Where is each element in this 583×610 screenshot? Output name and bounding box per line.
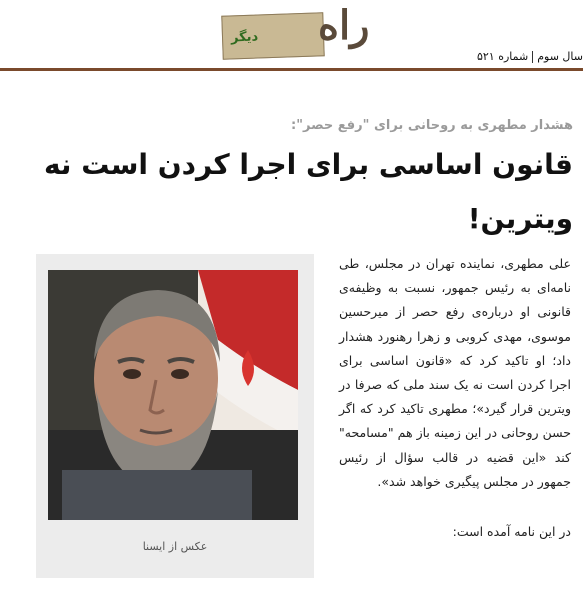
photo-box	[36, 254, 314, 578]
portrait-illustration	[48, 270, 298, 520]
portrait-photo	[48, 270, 298, 520]
masthead-rule	[0, 68, 583, 71]
article-headline: قانون اساسی برای اجرا کردن است نه ویترین!	[43, 148, 573, 235]
article-paragraph: علی مطهری، نماینده تهران در مجلس، طی نامه‌ای به رئیس جمهور، نسبت به وظیفه‌ی قانونی او درباره‌ی رفع حصر از میرحسین موسوی، مهدی کروبی و زهرا رهنورد هشدار داد؛ او تاکید کرد که «قانون اساسی برای اجرا کردن است نه یک سند ملی که صرفا در ویترین قرار گیرد»؛ مطهری تاکید کرد که اگر حسن روحانی در این زمینه باز هم "مسامحه" کند «این قضیه در قالب سؤال از رئیس جمهور در مجلس پیگیری خواهد شد».	[339, 256, 571, 489]
logo-small-text: دیگر	[230, 29, 259, 46]
article-paragraph-continued: در این نامه آمده است:	[452, 524, 571, 540]
site-logo[interactable]	[222, 2, 370, 60]
article-body	[339, 252, 571, 544]
issue-year: سال سوم	[537, 50, 583, 63]
masthead	[0, 0, 583, 70]
issue-number: شماره ۵۲۱	[476, 50, 529, 63]
article-kicker: هشدار مطهری به روحانی برای "رفع حصر":	[291, 118, 573, 133]
logo-big-text: راه	[318, 2, 370, 49]
issue-info	[477, 50, 583, 63]
photo-caption: عکس از ایسنا	[142, 540, 208, 553]
logo-plate	[221, 12, 324, 60]
issue-separator	[532, 51, 533, 63]
